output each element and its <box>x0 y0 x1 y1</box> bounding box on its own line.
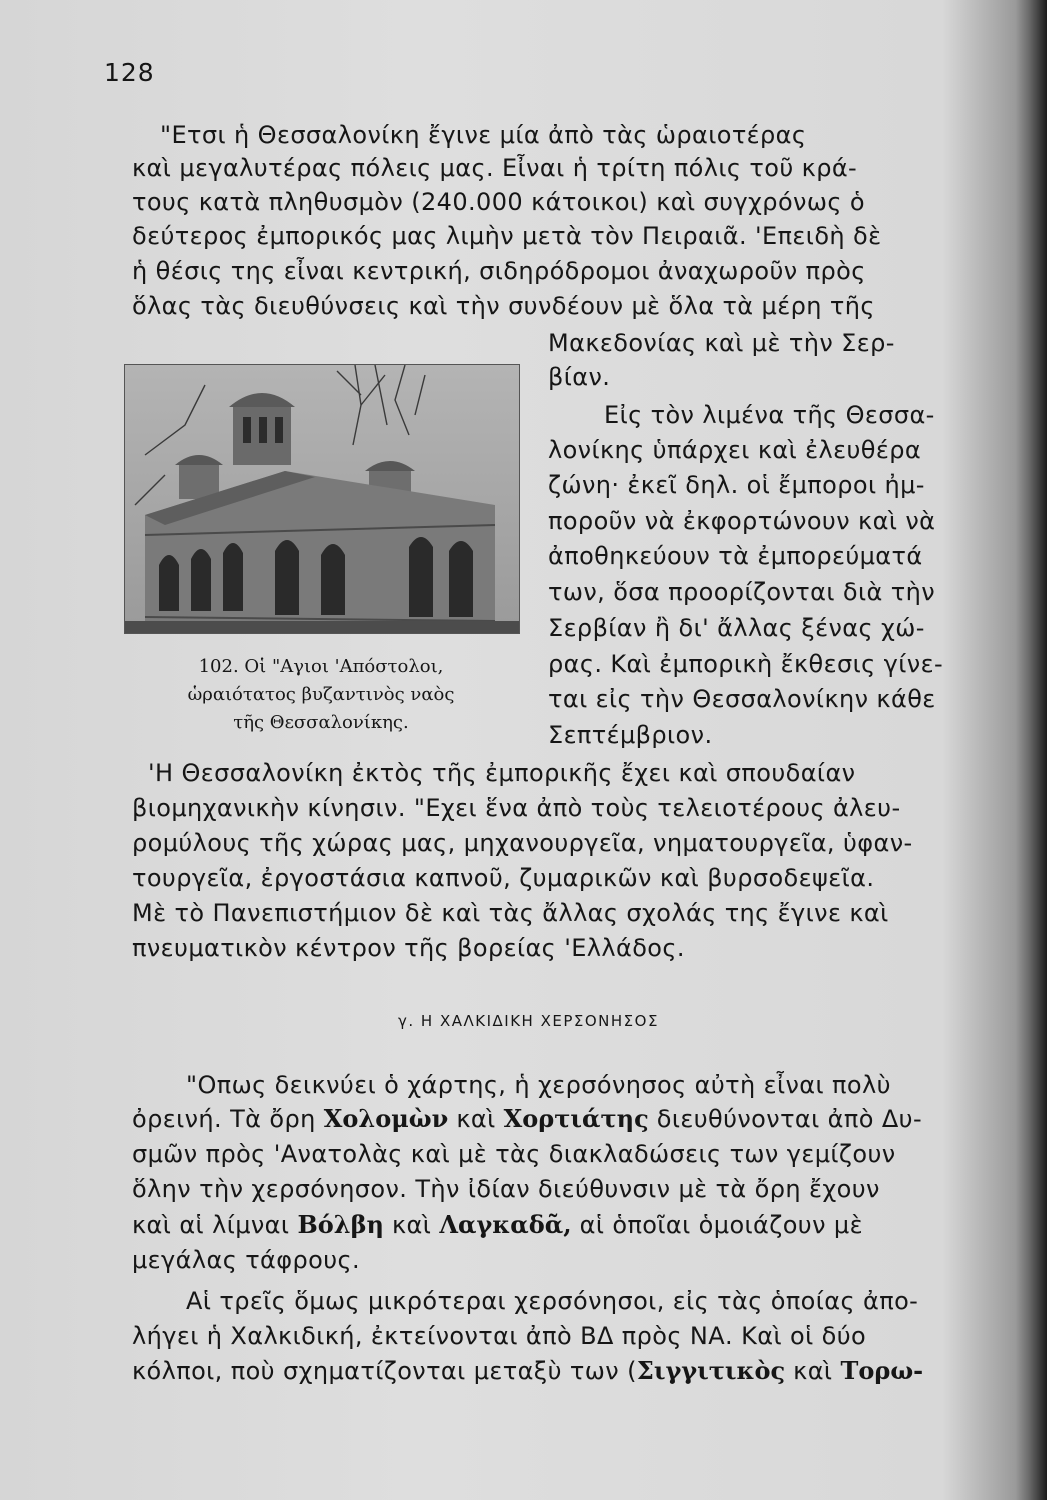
place-name-cholomon: Χολομὼν <box>323 1104 449 1133</box>
para2-line-10: Σεπτέμβριον. <box>548 721 713 749</box>
para1-line-3: τους κατὰ πληθυσμὸν (240.000 κάτοικοι) καὶ συγχρόνως ὁ <box>132 188 865 216</box>
para4-line-5-text-a: καὶ αἱ λίμναι <box>132 1211 290 1239</box>
para5-line-3 <box>132 1356 972 1386</box>
para1-line-2: καὶ μεγαλυτέρας πόλεις μας. Εἶναι ἡ τρίτη πόλις τοῦ κρά- <box>132 154 858 182</box>
para4-line-5-text-c: καὶ <box>392 1211 432 1239</box>
para1-line-1: "Ετσι ἡ Θεσσαλονίκη ἔγινε μία ἀπὸ τὰς ὡραιοτέρας <box>160 121 807 149</box>
figure-caption-line-2: ὡραιότατος βυζαντινὸς ναὸς <box>187 684 455 705</box>
para5-line-3-text-a: κόλποι, ποὺ σχηματίζονται μεταξὺ των ( <box>132 1357 637 1385</box>
para3-line-3: ρομύλους τῆς χώρας μας, μηχανουργεῖα, νηματουργεῖα, ὑφαν- <box>132 829 913 857</box>
para4-line-2 <box>132 1104 972 1134</box>
section-heading: γ. Η ΧΑΛΚΙΔΙΚΗ ΧΕΡΣΟΝΗΣΟΣ <box>398 1012 659 1030</box>
para4-line-6: μεγάλας τάφρους. <box>132 1246 361 1274</box>
para2-line-6: των, ὅσα προορίζονται διὰ τὴν <box>548 578 936 606</box>
para3-line-5: Μὲ τὸ Πανεπιστήμιον δὲ καὶ τὰς ἄλλας σχολάς της ἔγινε καὶ <box>132 899 889 927</box>
para4-line-2-text-a: ὀρεινή. Τὰ ὄρη <box>132 1105 316 1133</box>
para2-line-5: ἀποθηκεύουν τὰ ἐμπορεύματά <box>548 542 923 570</box>
para2-line-3: ζώνη· ἐκεῖ δηλ. οἱ ἔμποροι ἠμ- <box>548 471 925 499</box>
para4-line-3: σμῶν πρὸς 'Ανατολὰς καὶ μὲ τὰς διακλαδώσεις των γεμίζουν <box>132 1140 896 1168</box>
para5-line-2: λήγει ἡ Χαλκιδική, ἐκτείνονται ἀπὸ ΒΔ πρὸς ΝΑ. Καὶ οἱ δύο <box>132 1322 867 1350</box>
para2-line-7: Σερβίαν ἢ δι' ἄλλας ξένας χώ- <box>548 614 925 642</box>
para1-line-4: δεύτερος ἐμπορικός μας λιμὴν μετὰ τὸν Πειραιᾶ. 'Επειδὴ δὲ <box>132 222 882 250</box>
place-name-volvi: Βόλβη <box>297 1210 384 1239</box>
para1-line-6: ὅλας τὰς διευθύνσεις καὶ τὴν συνδέουν μὲ ὅλα τὰ μέρη τῆς <box>132 292 875 320</box>
para4-line-5 <box>132 1210 972 1240</box>
church-illustration <box>125 365 519 633</box>
book-spine-shadow <box>1029 0 1047 1500</box>
para3-line-2: βιομηχανικὴν κίνησιν. "Εχει ἕνα ἀπὸ τοὺς τελειοτέρους ἀλευ- <box>132 794 901 822</box>
place-name-toro: Τορω- <box>840 1356 924 1385</box>
para5-line-1: Αἱ τρεῖς ὅμως μικρότεραι χερσόνησοι, εἰς τὰς ὁποίας ἀπο- <box>186 1287 919 1315</box>
para3-line-4: τουργεῖα, ἐργοστάσια καπνοῦ, ζυμαρικῶν καὶ βυρσοδεψεῖα. <box>132 864 875 892</box>
para2-line-9: ται εἰς τὴν Θεσσαλονίκην κάθε <box>548 685 936 713</box>
para2-line-4: ποροῦν νὰ ἐκφορτώνουν καὶ νὰ <box>548 507 936 535</box>
place-name-lagkada: Λαγκαδᾶ, <box>439 1210 572 1239</box>
place-name-chortiatis: Χορτιάτης <box>503 1104 649 1133</box>
para5-line-3-text-c: καὶ <box>793 1357 833 1385</box>
figure-caption-line-3: τῆς Θεσσαλονίκης. <box>233 712 409 733</box>
para4-line-2-text-c: καὶ <box>456 1105 496 1133</box>
para1-narrow-line-2: βίαν. <box>548 363 611 391</box>
para1-narrow-line-1: Μακεδονίας καὶ μὲ τὴν Σερ- <box>548 329 895 357</box>
church-photo <box>124 364 520 634</box>
para2-line-8: ρας. Καὶ ἐμπορικὴ ἔκθεσις γίνε- <box>548 650 944 678</box>
para3-line-6: πνευματικὸν κέντρον τῆς βορείας 'Ελλάδος. <box>132 934 685 962</box>
para1-line-5: ἡ θέσις της εἶναι κεντρική, σιδηρόδρομοι ἀναχωροῦν πρὸς <box>132 257 866 285</box>
figure-caption-line-1: 102. Οἱ "Αγιοι 'Απόστολοι, <box>198 656 444 677</box>
para4-line-2-text-e: διευθύνονται ἀπὸ Δυ- <box>656 1105 923 1133</box>
place-name-singitikos: Σιγγιτικὸς <box>636 1356 786 1385</box>
para2-line-2: λονίκης ὑπάρχει καὶ ἐλευθέρα <box>548 436 922 464</box>
para4-line-1: "Οπως δεικνύει ὁ χάρτης, ἡ χερσόνησος αὐτὴ εἶναι πολὺ <box>186 1071 891 1099</box>
para4-line-4: ὅλην τὴν χερσόνησον. Τὴν ἰδίαν διεύθυνσιν μὲ τὰ ὄρη ἔχουν <box>132 1175 880 1203</box>
para3-line-1: 'Η Θεσσαλονίκη ἐκτὸς τῆς ἐμπορικῆς ἔχει καὶ σπουδαίαν <box>148 759 856 787</box>
page-number: 128 <box>104 58 155 87</box>
para2-line-1: Εἰς τὸν λιμένα τῆς Θεσσα- <box>604 401 935 429</box>
para4-line-5-text-e: αἱ ὁποῖαι ὁμοιάζουν μὲ <box>579 1211 863 1239</box>
